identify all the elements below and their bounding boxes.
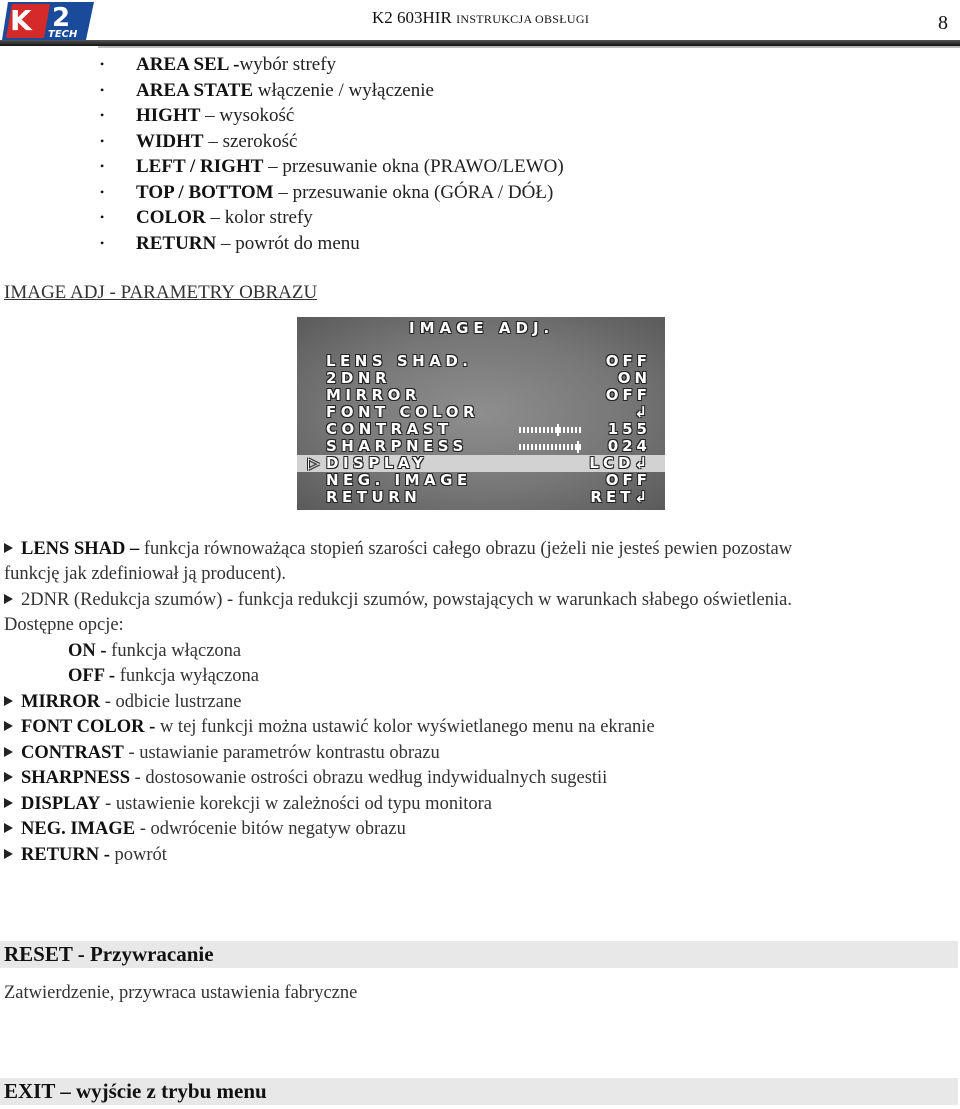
2dnr-description: 2DNR (Redukcja szumów) - funkcja redukcji szumów, powstających w warunkach słabego oświetlenia. <box>4 588 792 613</box>
display-description: DISPLAY - ustawienie korekcji w zależności od typu monitora <box>4 792 492 817</box>
font-color-description: FONT COLOR - w tej funkcji można ustawić kolor wyświetlanego menu na ekranie <box>4 715 655 740</box>
reset-description: Zatwierdzenie, przywraca ustawienia fabryczne <box>4 983 358 1003</box>
logo-number: 2 <box>52 3 71 33</box>
triangle-bullet-icon <box>4 798 13 808</box>
contrast-description: CONTRAST - ustawianie parametrów kontrastu obrazu <box>4 741 440 766</box>
mirror-description: MIRROR - odbicie lustrzane <box>4 690 241 715</box>
osd-row-lens-shad: LENS SHAD. OFF <box>326 352 651 370</box>
neg-image-description: NEG. IMAGE - odwrócenie bitów negatyw obrazu <box>4 817 406 842</box>
osd-row-return: RETURN RET↲ <box>326 488 651 506</box>
sharpness-level-bar <box>519 444 583 450</box>
osd-row-display: ▷ DISPLAY LCD↲ <box>297 455 665 472</box>
area-settings-list <box>98 52 564 256</box>
osd-menu-screenshot <box>297 317 665 510</box>
image-adj-heading: IMAGE ADJ - PARAMETRY OBRAZU <box>4 282 318 303</box>
header-divider-light <box>98 46 960 48</box>
osd-row-contrast: CONTRAST 155 <box>326 420 651 438</box>
options-label: Dostępne opcje: <box>4 615 124 635</box>
sharpness-description: SHARPNESS - dostosowanie ostrości obrazu według indywidualnych sugestii <box>4 766 607 791</box>
list-item: • AREA STATE włączenie / wyłączenie <box>98 78 564 104</box>
list-item: • TOP / BOTTOM – przesuwanie okna (GÓRA / DÓŁ) <box>98 180 564 206</box>
triangle-bullet-icon <box>4 772 13 782</box>
document-subtitle: INSTRUKCJA OBSŁUGI <box>456 12 590 26</box>
triangle-bullet-icon <box>4 543 13 553</box>
osd-row-sharpness: SHARPNESS 024 <box>326 437 651 455</box>
lens-shad-description: LENS SHAD – funkcja równoważąca stopień szarości całego obrazu (jeżeli nie jesteś pewien pozostaw <box>4 537 792 562</box>
exit-heading: EXIT – wyjście z trybu menu <box>4 1079 267 1103</box>
list-item: • LEFT / RIGHT – przesuwanie okna (PRAWO/LEWO) <box>98 154 564 180</box>
triangle-bullet-icon <box>4 823 13 833</box>
triangle-bullet-icon <box>4 721 13 731</box>
contrast-level-bar <box>519 427 583 433</box>
osd-row-mirror: MIRROR OFF <box>326 386 651 404</box>
triangle-bullet-icon <box>4 747 13 757</box>
reset-heading: RESET - Przywracanie <box>4 942 214 966</box>
osd-row-neg-image: NEG. IMAGE OFF <box>326 471 651 489</box>
list-item: • WIDHT – szerokość <box>98 129 564 155</box>
document-title <box>372 8 589 28</box>
document-model: K2 603HIR <box>372 8 452 27</box>
list-item: • COLOR – kolor strefy <box>98 205 564 231</box>
list-item: • HIGHT – wysokość <box>98 103 564 129</box>
page-number: 8 <box>938 12 948 34</box>
logo-letter: K <box>10 4 32 37</box>
k2-tech-logo <box>2 0 98 42</box>
osd-row-font-color: FONT COLOR ↲ <box>326 403 651 421</box>
logo-sub: TECH <box>48 29 78 40</box>
triangle-bullet-icon <box>4 696 13 706</box>
triangle-bullet-icon <box>4 594 13 604</box>
option-on: ON - funkcja włączona <box>68 641 242 661</box>
osd-row-2dnr: 2DNR ON <box>326 369 651 387</box>
return-description: RETURN - powrót <box>4 843 167 868</box>
selection-arrow-icon: ▷ <box>308 454 325 472</box>
osd-title: IMAGE ADJ. <box>409 319 555 337</box>
lens-shad-description-cont: funkcję jak zdefiniował ją producent). <box>4 564 287 584</box>
list-item: • AREA SEL -wybór strefy <box>98 52 564 78</box>
option-off: OFF - funkcja wyłączona <box>68 666 259 686</box>
triangle-bullet-icon <box>4 849 13 859</box>
list-item: • RETURN – powrót do menu <box>98 231 564 257</box>
